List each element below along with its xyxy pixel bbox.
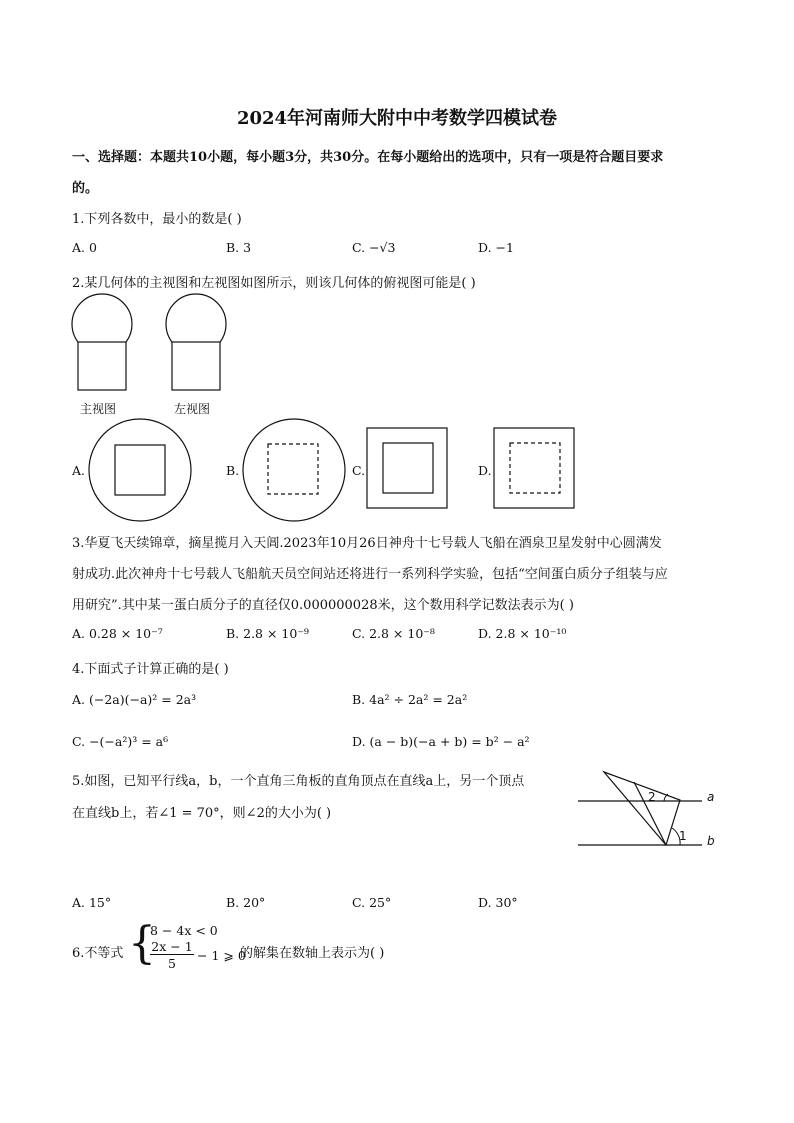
q3-option-d: D. 2.8 × 10⁻¹⁰ — [478, 626, 567, 641]
angle-2-label: 2 — [648, 790, 656, 804]
q6-fraction-denominator: 5 — [168, 956, 176, 971]
section-heading-line1: 一、选择题：本题共10小题，每小题3分，共30分。在每小题给出的选项中，只有一项是符合题目要求 — [72, 150, 664, 165]
q1-stem: 1.下列各数中，最小的数是( ) — [72, 212, 242, 227]
q5-parallel-lines-figure — [576, 768, 726, 852]
q5-stem-line1: 5.如图，已知平行线a，b，一个直角三角板的直角顶点在直线a上，另一个顶点 — [72, 774, 525, 789]
q3-option-b: B. 2.8 × 10⁻⁹ — [226, 626, 309, 641]
q4-stem: 4.下面式子计算正确的是( ) — [72, 662, 229, 677]
section-heading-line2: 的。 — [72, 181, 99, 196]
q3-stem-line1: 3.华夏飞天续锦章，摘星揽月入天阊.2023年10月26日神舟十七号载人飞船在酒泉卫星发射中心圆满发 — [72, 536, 662, 551]
q5-option-a: A. 15° — [72, 895, 112, 910]
q3-option-c: C. 2.8 × 10⁻⁸ — [352, 626, 435, 641]
q2-option-a-figure — [86, 416, 194, 524]
q2-option-b-figure — [240, 416, 348, 524]
q1-option-b: B. 3 — [226, 240, 252, 255]
q5-stem-line2: 在直线b上，若∠1 = 70°，则∠2的大小为( ) — [72, 806, 332, 821]
q2-option-c-figure — [366, 427, 450, 511]
q3-stem-line3: 用研究”.其中某一蛋白质分子的直径仅0.000000028米，这个数用科学记数法表示为( ) — [72, 598, 574, 613]
page-title: 2024年河南师大附中中考数学四模试卷 — [236, 108, 558, 129]
q1-option-a: A. 0 — [72, 240, 97, 255]
q6-suffix: 的解集在数轴上表示为( ) — [240, 946, 385, 961]
right-triangle — [604, 772, 680, 845]
q5-option-d: D. 30° — [478, 895, 518, 910]
q4-option-a: A. (−2a)(−a)² = 2a³ — [72, 692, 197, 707]
q3-stem-line2: 射成功.此次神舟十七号载人飞船航天员空间站还将进行一系列科学实验，包括“空间蛋白质分子组装与应 — [72, 567, 668, 582]
q6-prefix: 6.不等式 — [72, 946, 124, 961]
q4-option-d: D. (a − b)(−a + b) = b² − a² — [352, 734, 530, 749]
side-view-label: 左视图 — [174, 402, 211, 416]
q5-option-c: C. 25° — [352, 895, 392, 910]
q6-inequality-2-tail: − 1 ⩾ 0 — [197, 948, 246, 963]
q4-option-b: B. 4a² ÷ 2a² = 2a² — [352, 692, 468, 707]
q1-option-d: D. −1 — [478, 240, 514, 255]
q1-option-c: C. −√3 — [352, 240, 396, 255]
q6-inequality-1: 8 − 4x < 0 — [150, 923, 218, 938]
q2-option-d-label: D. — [478, 463, 492, 478]
q2-option-c-label: C. — [352, 463, 366, 478]
q5-option-b: B. 20° — [226, 895, 266, 910]
q2-option-a-label: A. — [72, 463, 86, 478]
q6-system-brace: { — [128, 918, 156, 969]
q6-fraction-numerator: 2x − 1 — [151, 939, 193, 954]
line-b-label: b — [707, 834, 715, 848]
q2-stem: 2.某几何体的主视图和左视图如图所示，则该几何体的俯视图可能是( ) — [72, 276, 476, 291]
front-view-square — [78, 342, 126, 390]
line-a-label: a — [707, 790, 715, 804]
q2-option-d-figure — [493, 427, 577, 511]
side-view-square — [172, 342, 220, 390]
angle-1-label: 1 — [679, 829, 687, 843]
q4-option-c: C. −(−a²)³ = a⁶ — [72, 734, 169, 749]
q2-option-b-label: B. — [226, 463, 240, 478]
front-view-label: 主视图 — [80, 402, 117, 416]
q3-option-a: A. 0.28 × 10⁻⁷ — [72, 626, 163, 641]
